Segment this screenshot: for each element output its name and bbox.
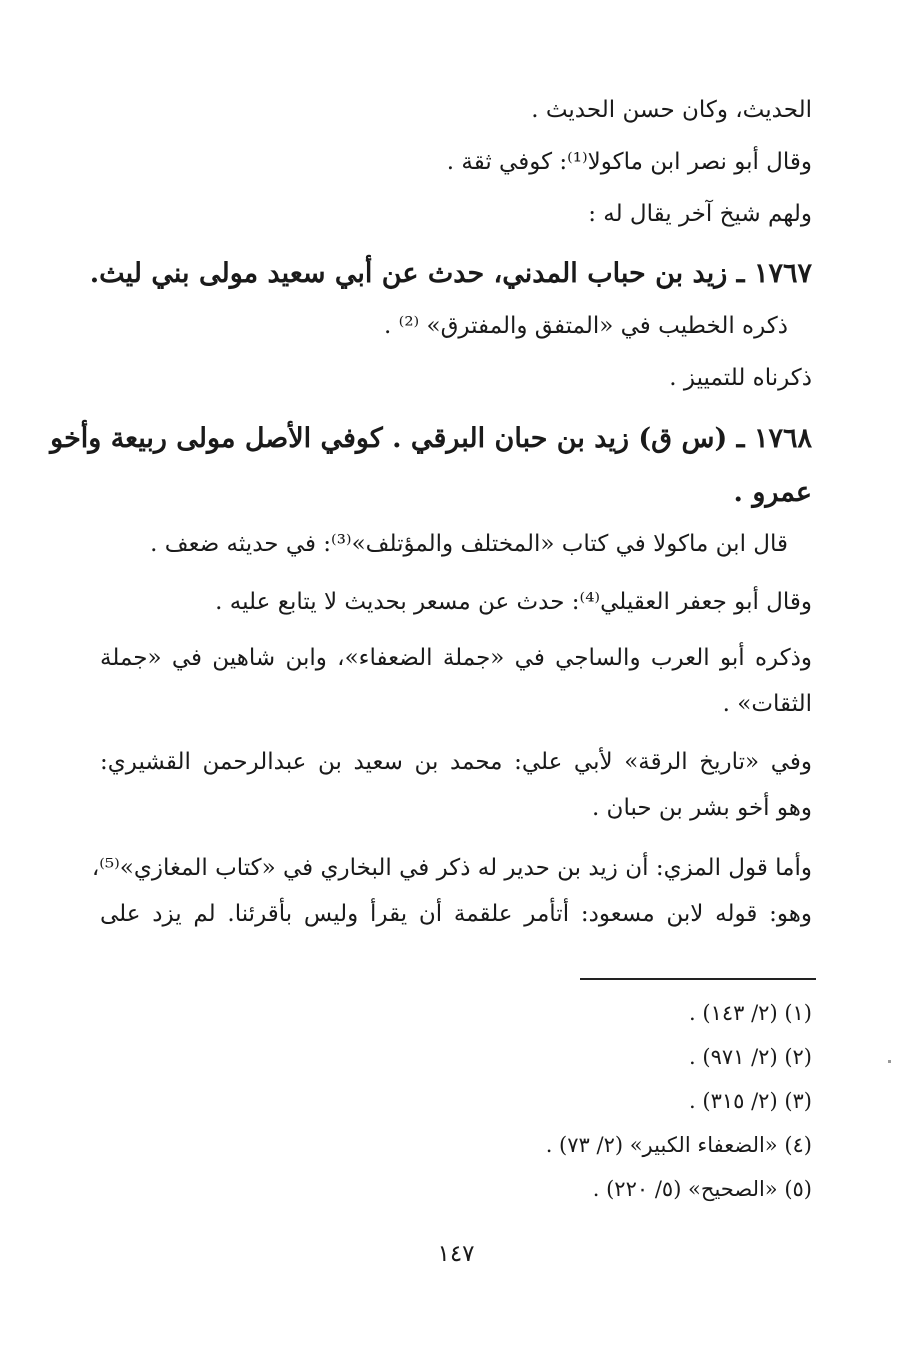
footnote-5: (٥) «الصحيح» (٥/ ٢٢٠) . (592, 1177, 812, 1201)
text-line-13: وفي «تاريخ الرقة» لأبي علي: محمد بن سعيد بن عبدالرحمن القشيري: (100, 749, 812, 775)
text-line-5: ذكره الخطيب في «المتفق والمفترق» ⁽²⁾ . (384, 313, 788, 339)
page-number: ١٤٧ (437, 1241, 475, 1267)
text-line-1: الحديث، وكان حسن الحديث . (531, 97, 812, 123)
text-line-3: ولهم شيخ آخر يقال له : (588, 201, 812, 227)
entry-heading-1767: ١٧٦٧ ـ زيد بن حباب المدني، حدث عن أبي سعيد مولى بني ليث. (89, 258, 812, 289)
text-line-6: ذكرناه للتمييز . (669, 365, 812, 391)
text-line-10: وقال أبو جعفر العقيلي⁽⁴⁾: حدث عن مسعر بحديث لا يتابع عليه . (215, 589, 812, 615)
footnote-2: (٢) (٢/ ٩٧١) . (689, 1045, 812, 1069)
text-line-12: الثقات» . (722, 691, 812, 717)
text-line-9: قال ابن ماكولا في كتاب «المختلف والمؤتلف»⁽³⁾: في حديثه ضعف . (150, 531, 788, 557)
footnote-separator (580, 978, 816, 980)
text-line-2: وقال أبو نصر ابن ماكولا⁽¹⁾: كوفي ثقة . (446, 149, 812, 175)
text-line-11: وذكره أبو العرب والساجي في «جملة الضعفاء»، وابن شاهين في «جملة (100, 645, 812, 671)
text-line-16: وهو: قوله لابن مسعود: أتأمر علقمة أن يقرأ وليس بأقرئنا. لم يزد على (100, 901, 812, 927)
scan-speck (888, 1060, 891, 1063)
footnote-3: (٣) (٢/ ٣١٥) . (689, 1089, 812, 1113)
footnote-1: (١) (٢/ ١٤٣) . (689, 1001, 812, 1025)
text-line-14: وهو أخو بشر بن حبان . (591, 795, 812, 821)
footnote-4: (٤) «الضعفاء الكبير» (٢/ ٧٣) . (545, 1133, 812, 1157)
entry-heading-1768: ١٧٦٨ ـ (س ق) زيد بن حبان البرقي . كوفي الأصل مولى ربيعة وأخو (50, 423, 812, 454)
text-line-15: وأما قول المزي: أن زيد بن حدير له ذكر في البخاري في «كتاب المغازي»⁽⁵⁾، (91, 855, 812, 881)
entry-heading-1768-cont: عمرو . (733, 477, 812, 508)
